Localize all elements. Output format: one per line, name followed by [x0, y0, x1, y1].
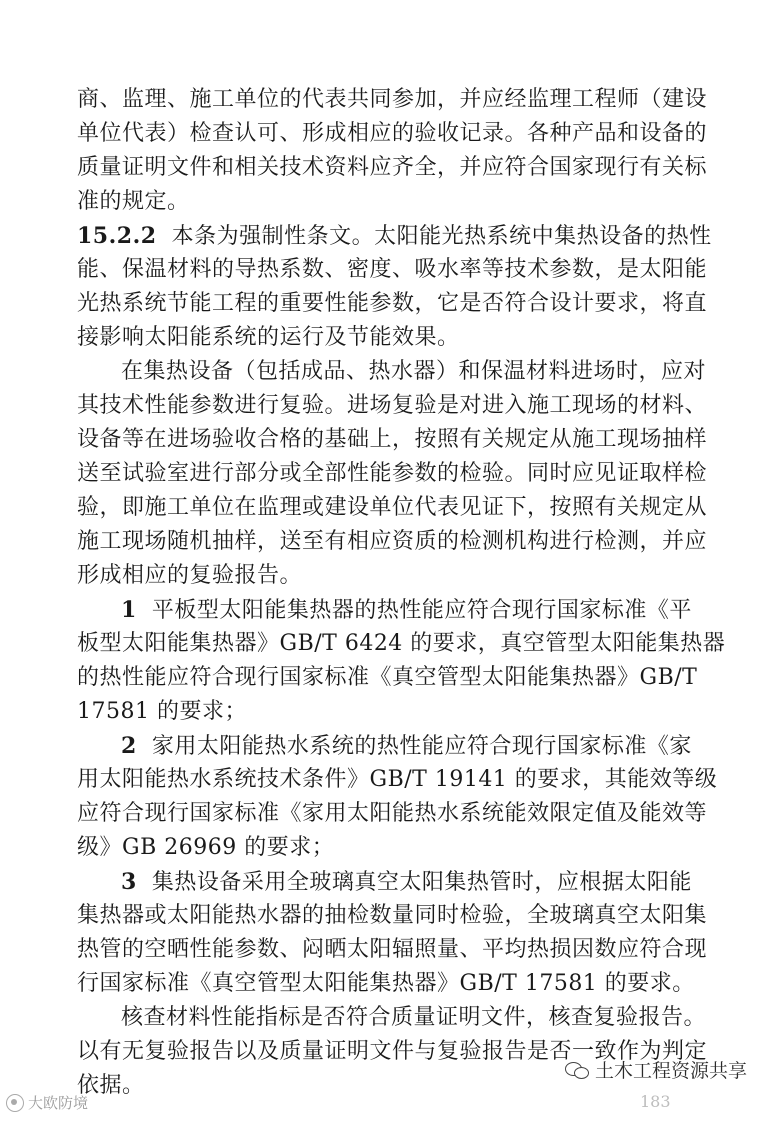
text-line: 应符合现行国家标准《家用太阳能热水系统能效限定值及能效等 — [77, 801, 708, 826]
text-line: 以有无复验报告以及质量证明文件与复验报告是否一致作为判定 — [77, 1039, 708, 1064]
text-line: 验，即施工单位在监理或建设单位代表见证下，按照有关规定从 — [77, 495, 708, 520]
text-line: 施工现场随机抽样，送至有相应资质的检测机构进行检测，并应 — [77, 529, 708, 554]
text-line: 在集热设备（包括成品、热水器）和保温材料进场时，应对 — [121, 359, 707, 384]
text-line: 单位代表）检查认可、形成相应的验收记录。各种产品和设备的 — [77, 121, 708, 146]
text-line: 热管的空晒性能参数、闷晒太阳辐照量、平均热损因数应符合现 — [77, 937, 708, 962]
watermark-left — [6, 1092, 88, 1113]
text-line: 形成相应的复验报告。 — [77, 563, 303, 588]
list-number: 1 — [121, 597, 137, 623]
text-line: 光热系统节能工程的重要性能参数，它是否符合设计要求，将直 — [77, 291, 708, 316]
text-line: 其技术性能参数进行复验。进场复验是对进入施工现场的材料、 — [77, 393, 708, 418]
list-item-line — [121, 729, 697, 763]
watermark-right — [565, 1056, 747, 1083]
text-line: 行国家标准《真空管型太阳能集热器》GB/T 17581 的要求。 — [77, 971, 695, 996]
list-item-line — [121, 865, 697, 899]
watermark-right-text: 土木工程资源共享 — [595, 1060, 748, 1082]
text-line: 用太阳能热水系统技术条件》GB/T 19141 的要求，其能效等级 — [77, 767, 718, 792]
text-line: 本条为强制性条文。太阳能光热系统中集热设备的热性 — [171, 224, 712, 249]
text-line: 的热性能应符合现行国家标准《真空管型太阳能集热器》GB/T — [77, 665, 698, 690]
text-line: 准的规定。 — [77, 189, 190, 214]
text-line: 集热器或太阳能热水器的抽检数量同时检验，全玻璃真空太阳集 — [77, 903, 708, 928]
list-item-line — [121, 593, 697, 627]
text-line: 质量证明文件和相关技术资料应齐全，并应符合国家现行有关标 — [77, 155, 708, 180]
list-number: 3 — [121, 869, 137, 895]
text-line: 集热设备采用全玻璃真空太阳集热管时，应根据太阳能 — [151, 870, 692, 895]
list-number: 2 — [121, 733, 137, 759]
text-line: 板型太阳能集热器》GB/T 6424 的要求，真空管型太阳能集热器 — [77, 631, 726, 656]
text-line: 能、保温材料的导热系数、密度、吸水率等技术参数，是太阳能 — [77, 257, 708, 282]
text-line: 家用太阳能热水系统的热性能应符合现行国家标准《家 — [151, 734, 692, 759]
text-line: 平板型太阳能集热器的热性能应符合现行国家标准《平 — [151, 598, 692, 623]
text-line: 级》GB 26969 的要求； — [77, 835, 335, 860]
clause-line — [77, 219, 712, 253]
text-line: 17581 的要求； — [77, 699, 247, 724]
text-line: 商、监理、施工单位的代表共同参加，并应经监理工程师（建设 — [77, 87, 708, 112]
clause-number: 15.2.2 — [77, 223, 157, 249]
text-line: 送至试验室进行部分或全部性能参数的检验。同时应见证取样检 — [77, 461, 708, 486]
page-number: 183 — [640, 1092, 671, 1111]
text-line: 核查材料性能指标是否符合质量证明文件，核查复验报告。 — [121, 1005, 707, 1030]
text-line: 设备等在进场验收合格的基础上，按照有关规定从施工现场抽样 — [77, 427, 708, 452]
text-line: 依据。 — [77, 1073, 145, 1098]
wechat-icon — [565, 1060, 589, 1080]
text-line: 接影响太阳能系统的运行及节能效果。 — [77, 325, 460, 350]
watermark-logo-icon — [6, 1094, 24, 1112]
watermark-left-text: 大欧防境 — [28, 1094, 89, 1112]
